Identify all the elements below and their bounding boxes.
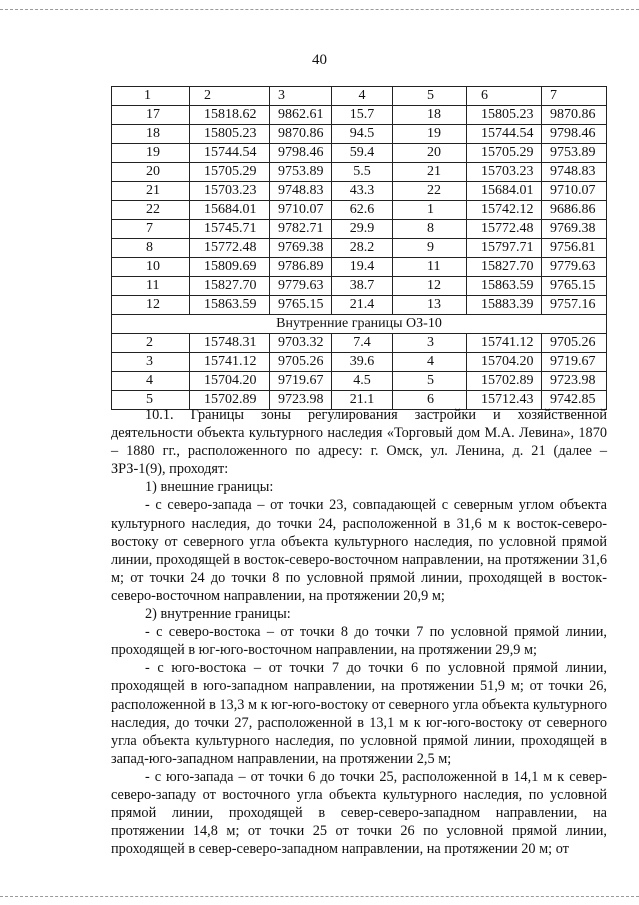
table-cell: 9765.15 xyxy=(270,296,332,315)
table-cell: 15705.29 xyxy=(467,144,542,163)
table-cell: 15704.20 xyxy=(190,372,270,391)
table-cell: 9723.98 xyxy=(270,391,332,410)
table-header-cell: 3 xyxy=(270,87,332,106)
coordinates-table xyxy=(111,86,607,410)
table-cell: 9786.89 xyxy=(270,258,332,277)
table-cell: 39.6 xyxy=(332,353,393,372)
table-cell: 15748.31 xyxy=(190,334,270,353)
paragraph: 1) внешние границы: xyxy=(145,479,274,496)
table-cell: 5 xyxy=(112,391,190,410)
table-cell: 15805.23 xyxy=(190,125,270,144)
table-cell: 17 xyxy=(112,106,190,125)
table-row xyxy=(112,277,607,296)
table-row xyxy=(112,201,607,220)
table-header-cell: 7 xyxy=(542,87,607,106)
table-cell: 5.5 xyxy=(332,163,393,182)
table-cell: 15741.12 xyxy=(467,334,542,353)
table-cell: 15684.01 xyxy=(190,201,270,220)
table-cell: 19.4 xyxy=(332,258,393,277)
table-cell: 9705.26 xyxy=(270,353,332,372)
table-cell: 4 xyxy=(393,353,467,372)
table-cell: 9723.98 xyxy=(542,372,607,391)
table-cell: 2 xyxy=(112,334,190,353)
table-cell: 4 xyxy=(112,372,190,391)
table-cell: 9779.63 xyxy=(270,277,332,296)
table-cell: 9748.83 xyxy=(542,163,607,182)
table-cell: 15702.89 xyxy=(467,372,542,391)
table-cell: 38.7 xyxy=(332,277,393,296)
table-cell: 1 xyxy=(393,201,467,220)
table-cell: 4.5 xyxy=(332,372,393,391)
table-cell: 9686.86 xyxy=(542,201,607,220)
table-cell: 15684.01 xyxy=(467,182,542,201)
table-cell: 15827.70 xyxy=(190,277,270,296)
table-cell: 9756.81 xyxy=(542,239,607,258)
paragraph: - с юго-запада – от точки 6 до точки 25, расположенной в 14,1 м к север-северо-западу от восточного угла объекта культурного наследия, по условной прямой линии, проходящей в север-северо-западном направлении, на протяжении 14,8 м; от точки 25 от точки 26 по условной прямой линии, проходящей в север-северо-западном направлении, на протяжении 20 м; от xyxy=(111,768,607,858)
table-cell: 9862.61 xyxy=(270,106,332,125)
table-cell: 15705.29 xyxy=(190,163,270,182)
table-cell: 9742.85 xyxy=(542,391,607,410)
table-cell: 9765.15 xyxy=(542,277,607,296)
page-number: 40 xyxy=(312,52,327,68)
top-divider xyxy=(0,9,639,10)
table-cell: 9798.46 xyxy=(270,144,332,163)
table-cell: 9719.67 xyxy=(542,353,607,372)
paragraph: 2) внутренние границы: xyxy=(145,606,291,623)
table-cell: 94.5 xyxy=(332,125,393,144)
table-cell: 9703.32 xyxy=(270,334,332,353)
table-header-row xyxy=(112,87,607,106)
table-cell: 15744.54 xyxy=(190,144,270,163)
table-header-cell: 5 xyxy=(393,87,467,106)
table-cell: 9870.86 xyxy=(270,125,332,144)
table-cell: 9748.83 xyxy=(270,182,332,201)
table-row xyxy=(112,182,607,201)
table-cell: 19 xyxy=(112,144,190,163)
table-cell: 8 xyxy=(393,220,467,239)
table-row xyxy=(112,163,607,182)
table-header-cell: 4 xyxy=(332,87,393,106)
table-cell: 15745.71 xyxy=(190,220,270,239)
table-cell: 15772.48 xyxy=(467,220,542,239)
table-cell: 59.4 xyxy=(332,144,393,163)
table-cell: 21 xyxy=(112,182,190,201)
table-cell: 15702.89 xyxy=(190,391,270,410)
table-cell: 13 xyxy=(393,296,467,315)
table-section-title: Внутренние границы ОЗ-10 xyxy=(112,315,607,334)
table-cell: 12 xyxy=(393,277,467,296)
table-cell: 9870.86 xyxy=(542,106,607,125)
table-cell: 9705.26 xyxy=(542,334,607,353)
table-cell: 15741.12 xyxy=(190,353,270,372)
table-cell: 18 xyxy=(112,125,190,144)
table-cell: 21 xyxy=(393,163,467,182)
table-cell: 12 xyxy=(112,296,190,315)
table-row xyxy=(112,125,607,144)
table-cell: 20 xyxy=(393,144,467,163)
table-cell: 6 xyxy=(393,391,467,410)
table-cell: 62.6 xyxy=(332,201,393,220)
table-cell: 29.9 xyxy=(332,220,393,239)
table-row xyxy=(112,106,607,125)
table-section-row xyxy=(112,315,607,334)
table-cell: 15818.62 xyxy=(190,106,270,125)
table-cell: 15744.54 xyxy=(467,125,542,144)
document-text xyxy=(111,406,607,858)
table-cell: 21.4 xyxy=(332,296,393,315)
table-cell: 15703.23 xyxy=(190,182,270,201)
table-cell: 43.3 xyxy=(332,182,393,201)
paragraph: - с юго-востока – от точки 7 до точки 6 по условной прямой линии, проходящей в юго-западном направлении, на протяжении 51,9 м; от точки 26, расположенной в 13,3 м к юг-юго-востоку от северного угла объекта культурного наследия, до точки 27, расположенной в 13,1 м к юг-юго-востоку от северного угла объекта культурного наследия, по условной прямой линии, проходящей в запад-юго-западном направлении, на протяжении 2,5 м; xyxy=(111,660,607,767)
table-cell: 8 xyxy=(112,239,190,258)
table-cell: 9719.67 xyxy=(270,372,332,391)
table-cell: 20 xyxy=(112,163,190,182)
table-row xyxy=(112,258,607,277)
table-cell: 9782.71 xyxy=(270,220,332,239)
table-cell: 22 xyxy=(112,201,190,220)
table-cell: 7 xyxy=(112,220,190,239)
table-row xyxy=(112,296,607,315)
table-cell: 9753.89 xyxy=(542,144,607,163)
table-cell: 22 xyxy=(393,182,467,201)
table-cell: 9769.38 xyxy=(270,239,332,258)
table-cell: 11 xyxy=(393,258,467,277)
table-cell: 15772.48 xyxy=(190,239,270,258)
bottom-divider xyxy=(0,896,639,897)
table-cell: 9 xyxy=(393,239,467,258)
table-cell: 10 xyxy=(112,258,190,277)
table-cell: 9779.63 xyxy=(542,258,607,277)
table-cell: 5 xyxy=(393,372,467,391)
table-cell: 11 xyxy=(112,277,190,296)
table-cell: 28.2 xyxy=(332,239,393,258)
table-cell: 9798.46 xyxy=(542,125,607,144)
table-cell: 9753.89 xyxy=(270,163,332,182)
table-cell: 15883.39 xyxy=(467,296,542,315)
table-header-cell: 6 xyxy=(467,87,542,106)
table-cell: 9710.07 xyxy=(270,201,332,220)
table-cell: 15704.20 xyxy=(467,353,542,372)
table-cell: 15863.59 xyxy=(190,296,270,315)
table-cell: 15.7 xyxy=(332,106,393,125)
table-cell: 18 xyxy=(393,106,467,125)
table-cell: 19 xyxy=(393,125,467,144)
table-cell: 15742.12 xyxy=(467,201,542,220)
table-cell: 9769.38 xyxy=(542,220,607,239)
table-row xyxy=(112,239,607,258)
table-header-cell: 2 xyxy=(190,87,270,106)
table-cell: 21.1 xyxy=(332,391,393,410)
table-cell: 15809.69 xyxy=(190,258,270,277)
table-row xyxy=(112,220,607,239)
table-cell: 3 xyxy=(112,353,190,372)
table-cell: 15805.23 xyxy=(467,106,542,125)
table-cell: 15863.59 xyxy=(467,277,542,296)
table-row xyxy=(112,144,607,163)
table-cell: 7.4 xyxy=(332,334,393,353)
paragraph: 10.1. Границы зоны регулирования застройки и хозяйственной деятельности объекта культурного наследия «Торговый дом М.А. Левина», 1870 – 1880 гг., расположенного по адресу: г. Омск, ул. Ленина, д. 21 (далее – ЗРЗ-1(9), проходят: xyxy=(111,407,607,478)
paragraph: - с северо-запада – от точки 23, совпадающей с северным углом объекта культурного наследия, до точки 24, расположенной в 31,6 м к восток-северо-востоку от северного угла объекта культурного наследия, по условной прямой линии, проходящей в восток-северо-восточном направлении, на протяжении 31,6 м; от точки 24 до точки 8 по условной прямой линии, проходящей в восток-северо-восточном направлении, на протяжении 20,9 м; xyxy=(111,497,607,604)
paragraph: - с северо-востока – от точки 8 до точки 7 по условной прямой линии, проходящей в юг-юго-восточном направлении, на протяжении 29,9 м; xyxy=(111,624,607,659)
table-cell: 3 xyxy=(393,334,467,353)
table-row xyxy=(112,372,607,391)
table-cell: 15712.43 xyxy=(467,391,542,410)
table-row xyxy=(112,353,607,372)
table-cell: 15797.71 xyxy=(467,239,542,258)
table-cell: 15827.70 xyxy=(467,258,542,277)
table-row xyxy=(112,334,607,353)
table-cell: 9710.07 xyxy=(542,182,607,201)
table-header-cell: 1 xyxy=(112,87,190,106)
table-cell: 15703.23 xyxy=(467,163,542,182)
table-cell: 9757.16 xyxy=(542,296,607,315)
